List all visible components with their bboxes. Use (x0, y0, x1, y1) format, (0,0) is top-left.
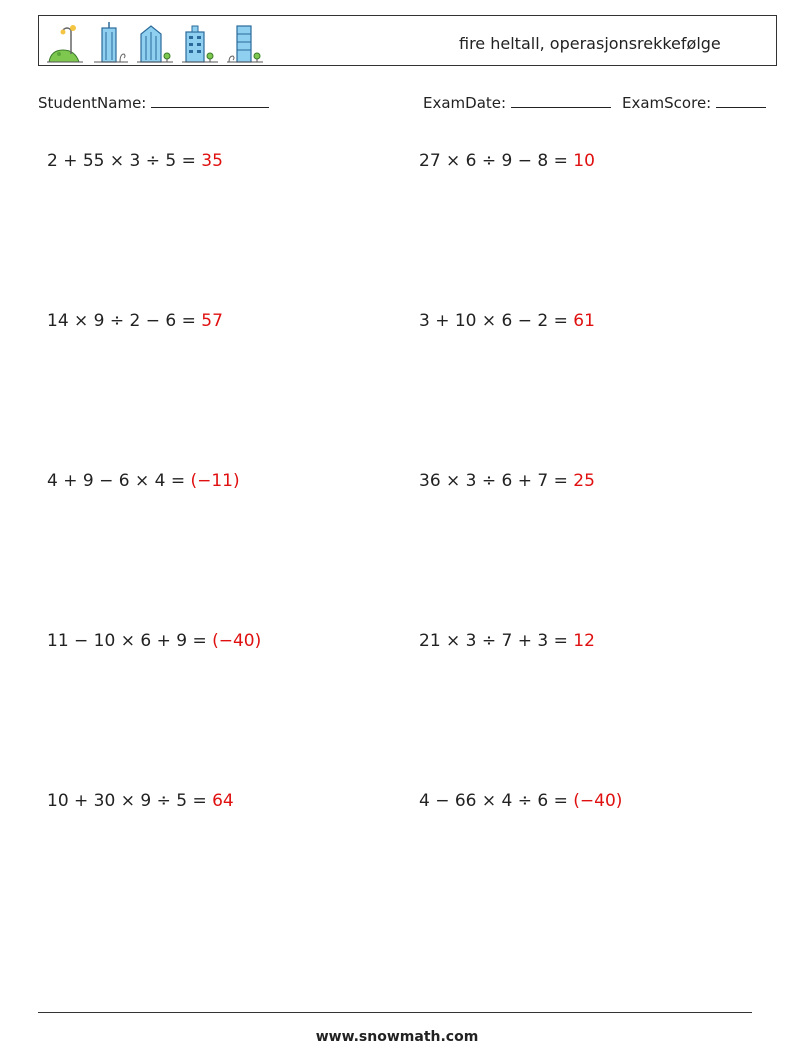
problem-answer: 25 (573, 471, 595, 491)
problem-9 (47, 791, 234, 811)
problem-expression: 10 + 30 × 9 ÷ 5 = (47, 791, 207, 811)
tall-building-icon (225, 20, 265, 64)
problem-expression: 2 + 55 × 3 ÷ 5 = (47, 151, 196, 171)
problem-6 (419, 471, 595, 491)
problem-10 (419, 791, 622, 811)
problem-3 (47, 311, 223, 331)
problem-expression: 27 × 6 ÷ 9 − 8 = (419, 151, 568, 171)
student-name-label: StudentName: (38, 94, 147, 112)
problem-answer: 61 (573, 311, 595, 331)
problem-answer: (−40) (212, 631, 262, 651)
problem-answer: 64 (212, 791, 234, 811)
problem-4 (419, 311, 595, 331)
exam-date-label: ExamDate: (423, 94, 507, 112)
worksheet-title: fire heltall, operasjonsrekkefølge (459, 34, 721, 53)
student-name-blank[interactable] (151, 93, 269, 108)
problem-answer: (−11) (190, 471, 240, 491)
student-name-field (38, 93, 269, 112)
tree-streetlight-icon (45, 20, 85, 64)
problem-expression: 3 + 10 × 6 − 2 = (419, 311, 568, 331)
exam-date-field (423, 93, 611, 112)
office-tower-icon (135, 20, 175, 64)
problem-answer: 12 (573, 631, 595, 651)
problem-expression: 36 × 3 ÷ 6 + 7 = (419, 471, 568, 491)
problem-answer: (−40) (573, 791, 623, 811)
worksheet-header (38, 15, 777, 66)
problem-answer: 57 (201, 311, 223, 331)
problem-answer: 10 (573, 151, 595, 171)
exam-score-field (622, 93, 766, 112)
exam-date-blank[interactable] (511, 93, 611, 108)
problem-expression: 11 − 10 × 6 + 9 = (47, 631, 207, 651)
problem-1 (47, 151, 223, 171)
problem-expression: 4 − 66 × 4 ÷ 6 = (419, 791, 568, 811)
problem-8 (419, 631, 595, 651)
problem-2 (419, 151, 595, 171)
exam-score-label: ExamScore: (622, 94, 712, 112)
problem-expression: 21 × 3 ÷ 7 + 3 = (419, 631, 568, 651)
exam-score-blank[interactable] (716, 93, 766, 108)
skyscraper-icon (90, 20, 130, 64)
apartment-building-icon (180, 20, 220, 64)
problem-answer: 35 (201, 151, 223, 171)
problem-7 (47, 631, 261, 651)
problem-expression: 4 + 9 − 6 × 4 = (47, 471, 186, 491)
problem-5 (47, 471, 240, 491)
footer-divider (38, 1012, 752, 1013)
problem-expression: 14 × 9 ÷ 2 − 6 = (47, 311, 196, 331)
footer-website: www.snowmath.com (315, 1029, 479, 1045)
